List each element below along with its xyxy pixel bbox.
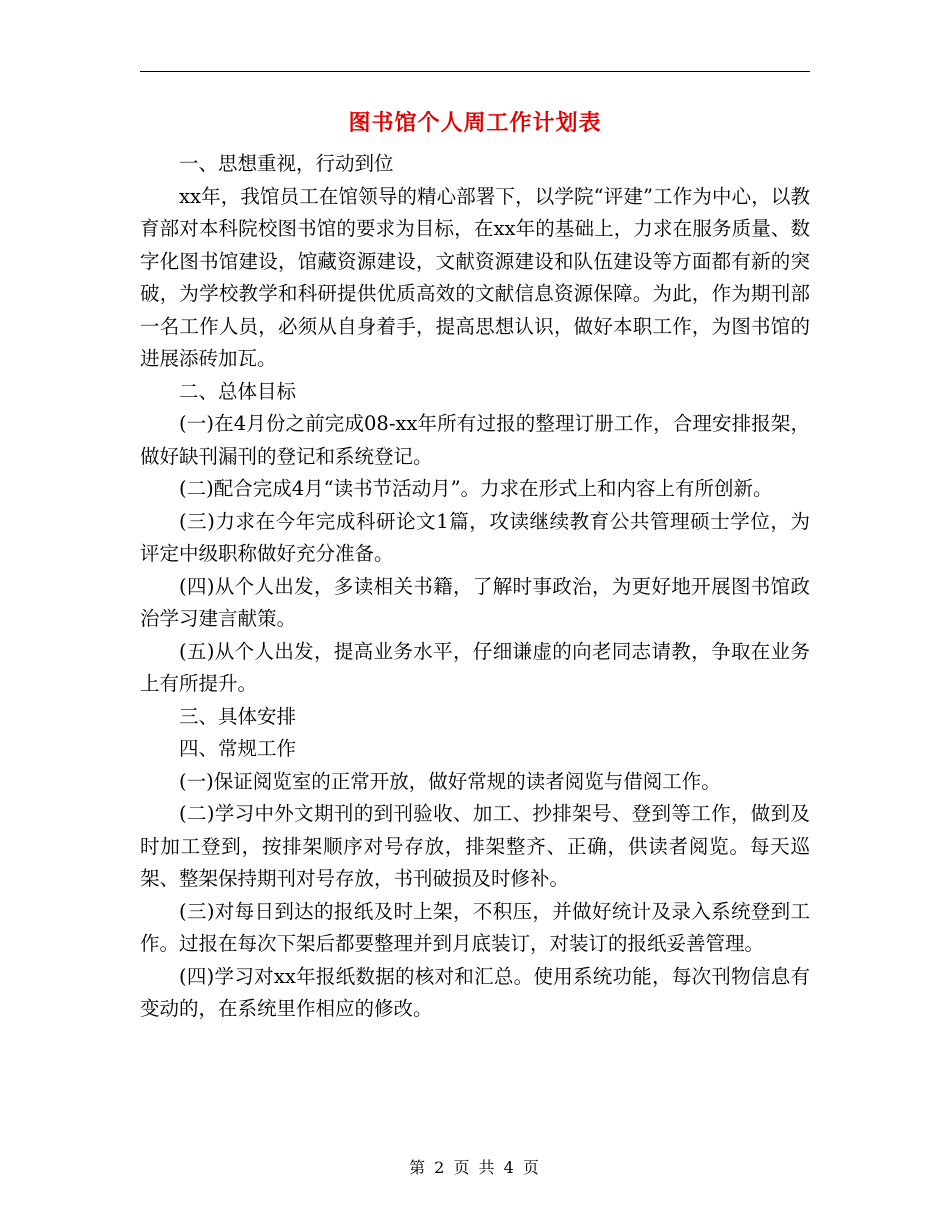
page-number-footer: 第 2 页 共 4 页 [409,1158,541,1177]
routine-item-2: (二)学习中外文期刊的到刊验收、加工、抄排架号、登到等工作，做到及时加工登到，按排架顺序对号存放，排架整齐、正确，供读者阅览。每天巡架、整架保持期刊对号存放，书刊破损及时修补。 [140,802,810,890]
section-heading-2: 二、总体目标 [179,379,297,403]
section-heading-1: 一、思想重视，行动到位 [179,152,394,175]
goal-item-4: (四)从个人出发，多读相关书籍，了解时事政治，为更好地开展图书馆政治学习建言献策。 [140,574,810,630]
goal-item-3: (三)力求在今年完成科研论文1篇，攻读继续教育公共管理硕士学位，为评定中级职称做好充分准备。 [140,509,810,565]
header-rule [140,71,810,72]
document-title: 图书馆个人周工作计划表 [348,110,602,136]
section-heading-3: 三、具体安排 [179,704,297,728]
routine-item-1: (一)保证阅览室的正常开放，做好常规的读者阅览与借阅工作。 [179,769,721,793]
routine-item-3: (三)对每日到达的报纸及时上架，不积压，并做好统计及录入系统登到工作。过报在每次下架后都要整理并到月底装订，对装订的报纸妥善管理。 [140,899,810,955]
goal-item-5: (五)从个人出发，提高业务水平，仔细谦虚的向老同志请教，争取在业务上有所提升。 [140,639,810,695]
routine-item-4: (四)学习对xx年报纸数据的核对和汇总。使用系统功能，每次刊物信息有变动的，在系统里作相应的修改。 [140,964,810,1020]
section-heading-4: 四、常规工作 [179,737,297,760]
goal-item-1: (一)在4月份之前完成08-xx年所有过报的整理订册工作，合理安排报架，做好缺刊漏刊的登记和系统登记。 [140,412,810,468]
document-body [140,148,810,1026]
paragraph-intro: xx年，我馆员工在馆领导的精心部署下，以学院“评建”工作为中心，以教育部对本科院校图书馆的要求为目标，在xx年的基础上，力求在服务质量、数字化图书馆建设，馆藏资源建设，文献资源建设和队伍建设等方面都有新的突破，为学校教学和科研提供优质高效的文献信息资源保障。为此，作为期刊部一名工作人员，必须从自身着手，提高思想认识，做好本职工作，为图书馆的进展添砖加瓦。 [140,184,810,370]
goal-item-2: (二)配合完成4月“读书节活动月”。力求在形式上和内容上有所创新。 [179,477,773,500]
